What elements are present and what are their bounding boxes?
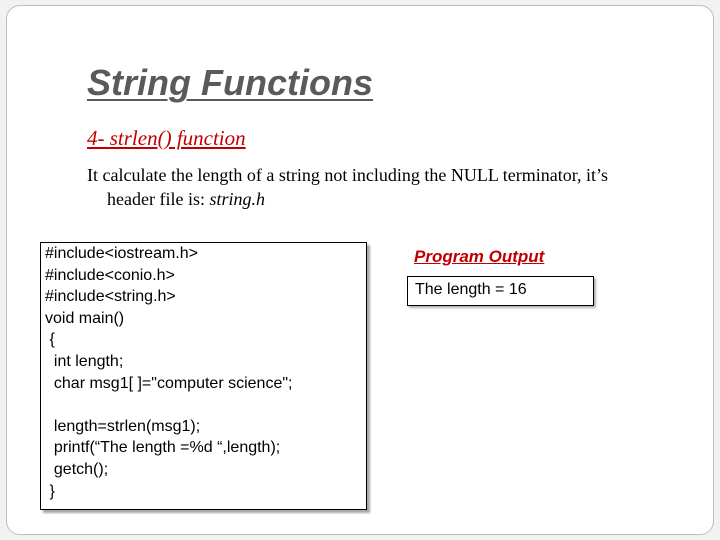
program-output-value: The length = 16 [415, 281, 527, 298]
code-line: #include<conio.h> [45, 266, 175, 284]
code-line: int length; [45, 352, 124, 370]
code-line: #include<string.h> [45, 288, 176, 306]
slide-subtitle: 4- strlen() function [87, 126, 246, 150]
description-line-2-prefix: header file is: [107, 189, 210, 209]
code-line: getch(); [45, 460, 109, 478]
slide [6, 5, 714, 535]
code-line: void main() [45, 309, 125, 327]
code-line: #include<iostream.h> [45, 245, 198, 262]
program-output-box [407, 276, 594, 306]
header-file-name: string.h [209, 189, 265, 209]
description-line-1: It calculate the length of a string not including the NULL terminator, it’s [87, 165, 608, 185]
code-line: char msg1[ ]="computer science"; [45, 374, 293, 392]
code-line: { [45, 331, 55, 349]
slide-title: String Functions [87, 62, 373, 103]
program-output-label: Program Output [414, 247, 545, 266]
code-line: length=strlen(msg1); [45, 417, 201, 435]
code-line [45, 394, 366, 416]
code-box [40, 242, 367, 510]
description [87, 163, 687, 211]
description-line-2 [87, 187, 687, 211]
code-line: } [45, 482, 55, 500]
code-line: printf(“The length =%d “,length); [45, 439, 281, 457]
